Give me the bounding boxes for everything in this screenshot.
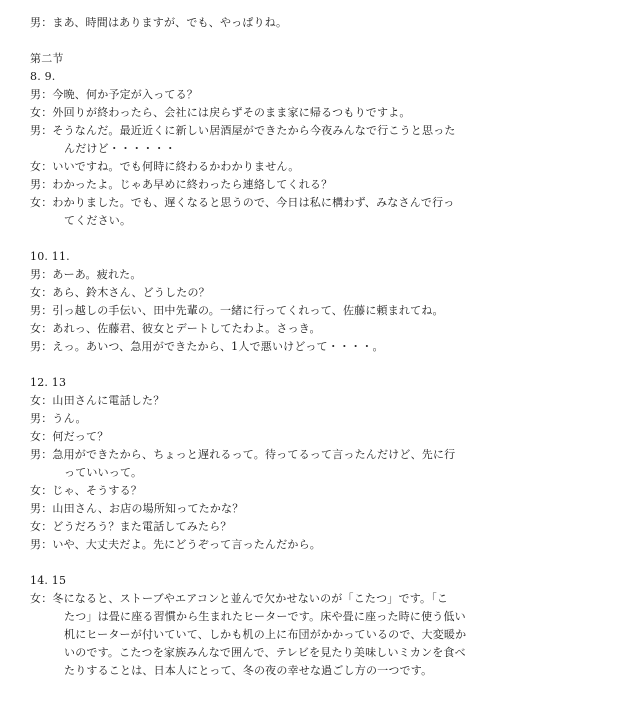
transcript-page — [30, 14, 600, 680]
dialogue-label: 14. 15 — [30, 574, 67, 587]
dialogue-label: 10. 11. — [30, 250, 70, 263]
dialogue-line: 女：いいですね。でも何時に終わるかわかりません。 — [30, 160, 300, 173]
passage-line-continued: 机にヒーターが付いていて、しかも机の上に布団がかかっているので、大変暖か — [64, 628, 467, 641]
dialogue-line: 女：外回りが終わったら、会社には戻らずそのまま家に帰るつもりですよ。 — [30, 106, 411, 119]
passage-14-15 — [30, 572, 600, 680]
dialogue-line: 男：いや、大丈夫だよ。先にどうぞって言ったんだから。 — [30, 538, 321, 551]
dialogue-line: 男：うん。 — [30, 412, 87, 425]
dialogue-line-continued: っていいって。 — [64, 466, 143, 479]
passage-line-continued: たつ」は畳に座る習慣から生まれたヒーターです。床や畳に座った時に使う低い — [64, 610, 466, 623]
intro-line: 男：まあ、時間はありますが、でも、やっぱりね。 — [30, 16, 288, 29]
dialogue-10-11 — [30, 248, 600, 356]
dialogue-label: 8. 9. — [30, 70, 56, 83]
dialogue-line: 男：急用ができたから、ちょっと遅れるって。待ってるって言ったんだけど、先に行 — [30, 448, 456, 461]
dialogue-line: 男：あーあ。疲れた。 — [30, 268, 142, 281]
dialogue-line: 女：あれっ、佐藤君、彼女とデートしてたわよ。さっき。 — [30, 322, 321, 335]
dialogue-line: 女：どうだろう？また電話してみたら？ — [30, 520, 232, 533]
dialogue-line: 女：何だって？ — [30, 430, 109, 443]
dialogue-line: 男：えっ。あいつ、急用ができたから、1人で悪いけどって・・・・。 — [30, 340, 384, 353]
passage-line-continued: たりすることは、日本人にとって、冬の夜の幸せな過ごし方の一つです。 — [64, 664, 433, 677]
passage-line: 女：冬になると、ストーブやエアコンと並んで欠かせないのが「こたつ」です。「こ — [30, 592, 449, 605]
dialogue-line: 女：わかりました。でも、遅くなると思うので、今日は私に構わず、みなさんで行っ — [30, 196, 455, 209]
dialogue-line: 男：山田さん、お店の場所知ってたかな？ — [30, 502, 244, 515]
dialogue-line: 女：あら、鈴木さん、どうしたの？ — [30, 286, 210, 299]
dialogue-line: 男：今晩、何か予定が入ってる？ — [30, 88, 198, 101]
dialogue-12-13 — [30, 374, 600, 554]
dialogue-line: 男：そうなんだ。最近近くに新しい居酒屋ができたから今夜みんなで行こうと思った — [30, 124, 456, 137]
dialogue-line-continued: んだけど・・・・・・ — [64, 142, 176, 155]
dialogue-line: 女：山田さんに電話した？ — [30, 394, 165, 407]
dialogue-8-9 — [30, 68, 600, 230]
dialogue-line: 男：引っ越しの手伝い、田中先輩の。一緒に行ってくれって、佐藤に頼まれてね。 — [30, 304, 444, 317]
dialogue-line: 女：じゃ、そうする？ — [30, 484, 142, 497]
section-title: 第二节 — [30, 52, 64, 65]
dialogue-label: 12. 13 — [30, 376, 67, 389]
dialogue-line: 男：わかったよ。じゃあ早めに終わったら連絡してくれる？ — [30, 178, 333, 191]
dialogue-line-continued: てください。 — [64, 214, 132, 227]
passage-line-continued: いのです。こたつを家族みんなで囲んで、テレビを見たり美味しいミカンを食べ — [64, 646, 466, 659]
